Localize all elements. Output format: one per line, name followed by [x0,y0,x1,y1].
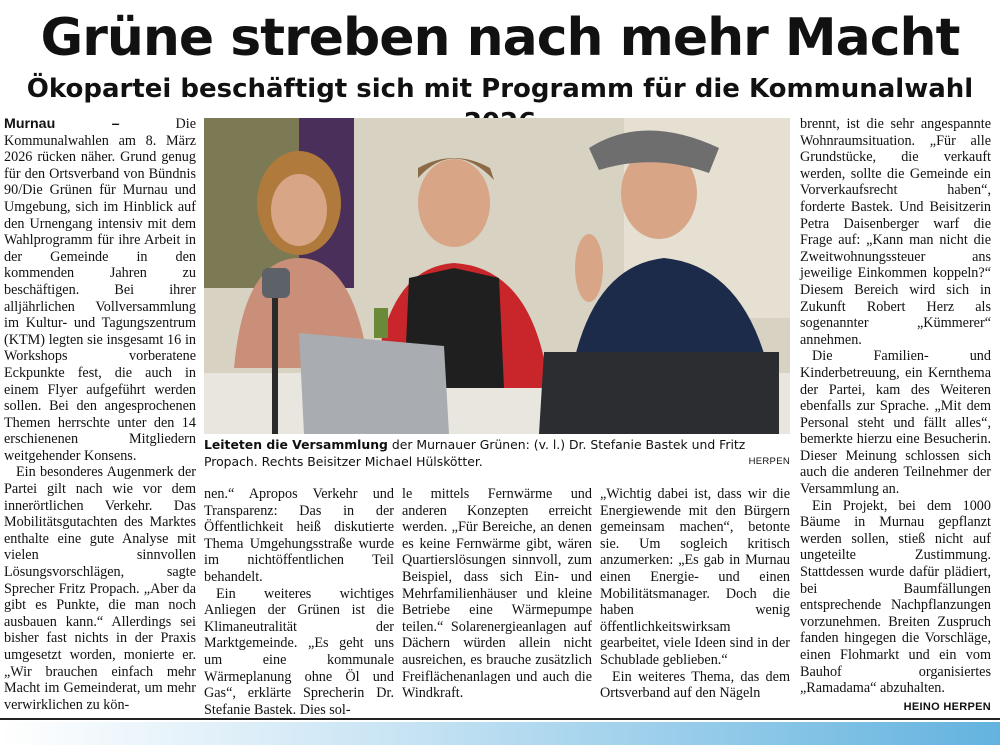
paragraph-climate: Ein weiteres wichtiges Anliegen der Grünen ist die Klimaneutralität der Marktgemeinde. „Es geht uns um eine kommunale Wärmeplanung ohne Öl und Gas“, erklärte Sprecherin Dr. Stefanie Bastek. Dies sol- [204,585,394,718]
paragraph-energy: „Wichtig dabei ist, dass wir die Energiewende mit den Bürgern gemeinsam machen“, betonte sie. Um sogleich kritisch anzumerken: „Es gab in Murnau einen Energie- und einen Mobilitätsmanager. Doch die haben wenig öffentlichkeitswirksam gearbeitet, viele Ideen sind in der Schublade geblieben.“ [600,486,790,668]
byline: HEINO HERPEN [903,700,991,713]
caption-text: der Murnauer Grünen: (v. l.) Dr. Stefanie Bastek und Fritz Propach. Rechts Beisitzer Michael Hülskötter. [204,437,746,469]
laptop-dark [539,352,779,434]
headline: Grüne streben nach mehr Macht [40,8,960,68]
article-column-2 [204,486,394,718]
raised-hand [575,234,603,302]
lead-paragraph [4,116,196,464]
bottle [374,308,388,338]
paragraph-childcare: Die Familien- und Kinderbetreuung, ein Kernthema der Partei, kam des Weiteren ebenfalls zur Sprache. „Mit dem Personal steht und fällt alles“, bemerkte hierzu eine Besucherin. Dieser Meinung schlossen sich auch die anderen Teilnehmer der Versammlung an. [800,348,991,498]
article-photo [204,118,790,434]
photo-credit: HERPEN [748,456,790,467]
laptop-silver [299,333,449,434]
paragraph-next-topic: Ein weiteres Thema, das dem Ortsverband auf den Nägeln [600,668,790,702]
photo-caption [204,436,790,470]
paragraph-heating: le mittels Fernwärme und anderen Konzepten erreicht werden. „Für Bereiche, an denen es keine Fernwärme gibt, wären Quartierslösungen sinnvoll, zum Beispiel, dass sich Ein- und Mehrfamilienhäuser und kleine Betriebe eine Wärmepumpe teilen.“ Solarenergieanlagen auf Dächern würden allein nicht ausreichen, es brauche zusätzlich Freiflächenanlagen und auch die Windkraft. [402,486,592,702]
paragraph-trees: Ein Projekt, bei dem 1000 Bäume in Murnau gepflanzt werden sollen, stieß nicht auf ungeteilte Zustimmung. Stattdessen wurde dafür plädiert, bei Baumfällungen entsprechende Nachpflanzungen vorzunehmen. Breiten Zuspruch fanden hingegen die Vorschläge, einen Flohmarkt und ein vom Bauhof organisiertes „Ramadama“ abzuhalten. [800,497,991,697]
paragraph-traffic: Ein besonderes Augenmerk der Partei gilt nach wie vor dem innerörtlichen Verkehr. Das Mobilitätsgutachten des Marktes enthalte eine gute Analyse mit vielen sinnvollen Lösungsvorschlägen, sagte Sprecher Fritz Propach. „Aber da gibt es Punkte, die man noch ausbauen kann.“ Allerdings sei bisher fast nichts in der Praxis umgesetzt worden, monierte er. „Wir brauchen einfach mehr Macht im Gemeinderat, um mehr verwirklichen zu kön- [4,464,196,713]
paragraph-continued: nen.“ Apropos Verkehr und Transparenz: Das in der Öffentlichkeit heiß diskutierte Thema Umgehungsstraße wurde im nichtöffentlichen Teil behandelt. [204,486,394,585]
article-column-1 [4,116,196,713]
mic-stand [272,298,278,434]
photo-illustration [204,118,790,434]
article-column-4 [600,486,790,702]
subheadline: Ökopartei beschäftigt sich mit Programm für die Kommunalwahl [26,74,974,104]
next-section-banner [0,722,1000,745]
lead-text: Die Kommunalwahlen am 8. März 2026 rücken näher. Grund genug für den Ortsverband von Bündnis 90/Die Grünen für Murnau und Umgebung, sich im Hinblick auf den Urnengang intensiv mit dem Wahlprogramm für ihre Arbeit in der Gemeinde in den kommenden Jahren zu beschäftigen. Bei ihrer alljährlichen Vollversammlung im Kultur- und Tagungszentrum (KTM) legten sie insgesamt 16 in Workshops vorberatene Eckpunkte fest, die auch in einem Flyer aufgeführt werden sollen. Bei den angesprochenen Themen herrschte unter den 14 erschienenen Mitgliedern weitgehender Konsens. [4,116,197,464]
article-column-3 [402,486,592,702]
man-center-face [418,159,490,247]
paragraph-housing: brennt, ist die sehr angespannte Wohnraumsituation. „Für alle Grundstücke, die verkauft werden, sollte die Gemeinde ein Vorverkaufsrecht haben“, forderte Bastek. Und Beisitzerin Petra Daisenberger warf die Frage auf: „Kann man nicht die Zweitwohnungssteuer ans jeweilige Einkommen koppeln?“ Diesem Bereich wird sich in Zukunft Robert Herz als sogenannter „Kümmerer“ annehmen. [800,116,991,348]
caption-lead: Leiteten die Versammlung [204,437,388,452]
microphone [262,268,290,298]
page-divider [0,718,1000,720]
article-column-5 [800,116,991,715]
dateline: Murnau – [4,116,120,132]
woman-face [271,174,327,246]
